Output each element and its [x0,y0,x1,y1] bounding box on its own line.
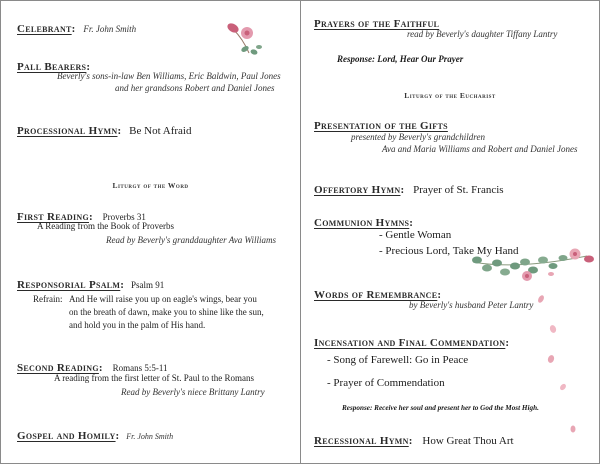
incensation-item: - Prayer of Commendation [327,377,445,389]
liturgy-of-the-word-title: Liturgy of the Word [112,181,189,190]
recessional-hymn-label: Recessional Hymn [314,435,409,447]
refrain-line-1: And He will raise you up on eagle's wings, bear you [69,294,257,304]
responsorial-psalm-value: Psalm 91 [130,280,165,290]
colon: : [120,279,124,291]
processional-hymn-row [17,121,191,139]
eucalyptus-garland-icon [467,246,597,288]
colon: : [409,217,413,229]
page-divider [300,1,301,463]
colon: : [400,184,405,196]
presentation-gifts-label: Presentation of the Gifts [314,120,448,132]
prayers-faithful-reader: read by Beverly's daughter Tiffany Lantry [407,29,558,39]
colon: : [89,211,93,223]
liturgy-of-the-eucharist-title: Liturgy of the Eucharist [404,91,496,100]
communion-hymn-item: - Precious Lord, Take My Hand [379,245,519,257]
communion-hymn-item: - Gentle Woman [379,229,452,241]
pall-bearers-line-2: and her grandsons Robert and Daniel Jones [115,83,275,93]
pall-bearers-line-1: Beverly's sons-in-law Ben Williams, Eric Baldwin, Paul Jones [57,71,281,81]
colon: : [71,23,76,35]
recessional-hymn-value: How Great Thou Art [422,435,514,447]
gospel-homily-row [17,426,173,444]
incensation-item: - Song of Farewell: Go in Peace [327,354,469,366]
colon: : [86,61,90,73]
prayers-faithful-response: Response: Lord, Hear Our Prayer [337,54,464,64]
prayers-faithful-label: Prayers of the Faithful [314,18,440,30]
first-reading-label: First Reading [17,211,89,223]
second-reading-value: Romans 5:5-11 [112,363,168,373]
second-reading-description: A reading from the first letter of St. Paul to the Romans [54,373,254,383]
incensation-label: Incensation and Final Commendation [314,337,506,349]
incensation-heading [314,333,509,351]
processional-hymn-value: Be Not Afraid [129,125,192,137]
pall-bearers-label: Pall Bearers [17,61,87,73]
refrain-label: Refrain: [33,294,63,304]
responsorial-psalm-label: Responsorial Psalm [17,279,121,291]
offertory-hymn-row [314,180,504,198]
colon: : [98,362,103,374]
gospel-homily-label: Gospel and Homily [17,430,116,442]
first-reading-value: Proverbs 31 [102,212,146,222]
gospel-homily-value: Fr. John Smith [126,432,174,441]
first-reading-description: A Reading from the Book of Proverbs [37,221,174,231]
offertory-hymn-label: Offertory Hymn [314,184,401,196]
offertory-hymn-value: Prayer of St. Francis [413,184,504,196]
celebrant-row [17,19,136,37]
words-remembrance-speaker: by Beverly's husband Peter Lantry [409,300,534,310]
refrain-line-2: on the breath of dawn, make you to shine like the sun, [69,307,264,317]
colon: : [505,337,509,349]
second-reading-label: Second Reading [17,362,99,374]
recessional-hymn-row [314,431,514,449]
rose-sprig-icon [223,19,271,59]
presentation-gifts-line-1: presented by Beverly's grandchildren [351,132,485,142]
second-reading-reader: Read by Beverly's niece Brittany Lantry [121,387,265,397]
communion-hymns-label: Communion Hymns [314,217,410,229]
celebrant-label: Celebrant [17,23,72,35]
colon: : [437,289,442,301]
colon: : [408,435,413,447]
presentation-gifts-line-2: Ava and Maria Williams and Robert and Daniel Jones [382,144,578,154]
colon: : [117,125,122,137]
incensation-response: Response: Receive her soul and present her to God the Most High. [342,404,539,412]
processional-hymn-label: Processional Hymn [17,125,118,137]
falling-petals-icon [531,291,591,441]
first-reading-reader: Read by Beverly's granddaughter Ava Williams [106,235,276,245]
words-remembrance-label: Words of Remembrance [314,289,438,301]
colon: : [115,430,120,442]
refrain-line-3: and hold you in the palm of His hand. [69,320,206,330]
celebrant-value: Fr. John Smith [83,24,137,34]
responsorial-psalm-row [17,275,164,293]
